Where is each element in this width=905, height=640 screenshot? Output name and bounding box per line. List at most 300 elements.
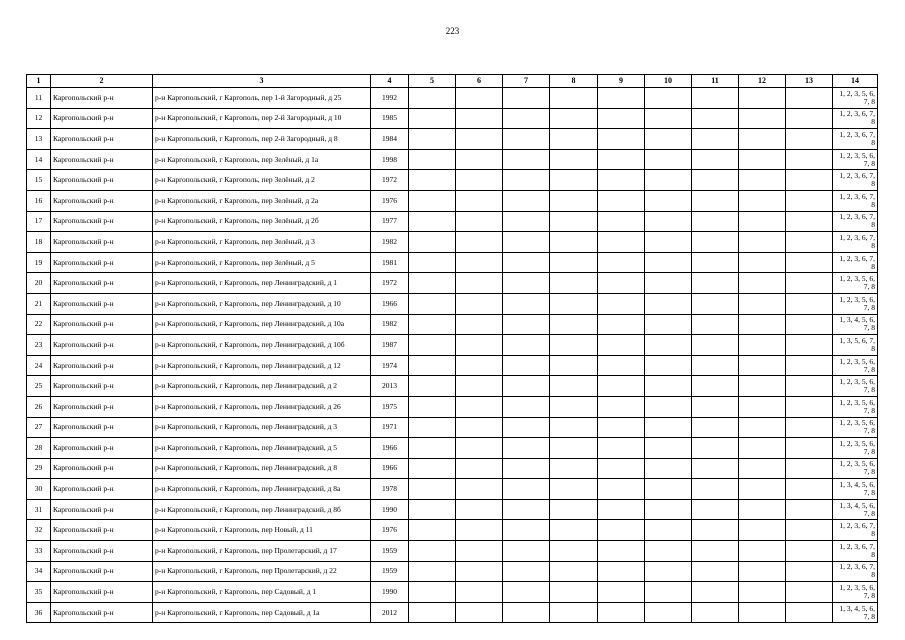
table-row bbox=[27, 170, 878, 191]
empty-cell bbox=[786, 541, 833, 562]
empty-cell bbox=[503, 88, 550, 109]
empty-cell bbox=[692, 252, 739, 273]
table-row bbox=[27, 232, 878, 253]
year-cell: 1974 bbox=[371, 355, 409, 376]
empty-cell bbox=[645, 417, 692, 438]
empty-cell bbox=[645, 458, 692, 479]
empty-cell bbox=[786, 499, 833, 520]
address-cell: р-н Каргопольский, г Каргополь, пер Садовый, д 1а bbox=[153, 602, 371, 623]
empty-cell bbox=[550, 561, 598, 582]
empty-cell bbox=[645, 541, 692, 562]
empty-cell bbox=[598, 190, 645, 211]
empty-cell bbox=[692, 479, 739, 500]
empty-cell bbox=[645, 232, 692, 253]
codes-cell: 1, 2, 3, 5, 6, 7, 8 bbox=[833, 396, 878, 417]
codes-cell: 1, 2, 3, 5, 6, 7, 8 bbox=[833, 149, 878, 170]
district-cell: Каргопольский р-н bbox=[51, 520, 153, 541]
row-number-cell: 20 bbox=[27, 273, 51, 294]
empty-cell bbox=[692, 149, 739, 170]
address-cell: р-н Каргопольский, г Каргополь, пер Ленинградский, д 8 bbox=[153, 458, 371, 479]
empty-cell bbox=[645, 190, 692, 211]
table-row bbox=[27, 582, 878, 603]
empty-cell bbox=[645, 479, 692, 500]
codes-cell: 1, 3, 4, 5, 6, 7, 8 bbox=[833, 602, 878, 623]
codes-cell: 1, 2, 3, 5, 6, 7, 8 bbox=[833, 376, 878, 397]
row-number-cell: 35 bbox=[27, 582, 51, 603]
empty-cell bbox=[456, 293, 503, 314]
empty-cell bbox=[598, 479, 645, 500]
empty-cell bbox=[456, 335, 503, 356]
table-row bbox=[27, 88, 878, 109]
empty-cell bbox=[645, 438, 692, 459]
empty-cell bbox=[409, 582, 456, 603]
empty-cell bbox=[598, 499, 645, 520]
year-cell: 1992 bbox=[371, 88, 409, 109]
empty-cell bbox=[692, 232, 739, 253]
table-row bbox=[27, 479, 878, 500]
year-cell: 1990 bbox=[371, 499, 409, 520]
year-cell: 1972 bbox=[371, 170, 409, 191]
empty-cell bbox=[550, 396, 598, 417]
empty-cell bbox=[739, 355, 786, 376]
codes-cell: 1, 3, 4, 5, 6, 7, 8 bbox=[833, 499, 878, 520]
district-cell: Каргопольский р-н bbox=[51, 149, 153, 170]
empty-cell bbox=[550, 499, 598, 520]
table-row bbox=[27, 273, 878, 294]
year-cell: 1984 bbox=[371, 129, 409, 150]
district-cell: Каргопольский р-н bbox=[51, 314, 153, 335]
row-number-cell: 14 bbox=[27, 149, 51, 170]
empty-cell bbox=[739, 479, 786, 500]
empty-cell bbox=[409, 417, 456, 438]
empty-cell bbox=[503, 129, 550, 150]
empty-cell bbox=[503, 541, 550, 562]
empty-cell bbox=[598, 129, 645, 150]
empty-cell bbox=[786, 417, 833, 438]
empty-cell bbox=[786, 211, 833, 232]
empty-cell bbox=[598, 108, 645, 129]
empty-cell bbox=[598, 232, 645, 253]
table-row bbox=[27, 293, 878, 314]
table-row bbox=[27, 438, 878, 459]
empty-cell bbox=[692, 355, 739, 376]
empty-cell bbox=[692, 335, 739, 356]
year-cell: 1975 bbox=[371, 396, 409, 417]
empty-cell bbox=[503, 438, 550, 459]
codes-cell: 1, 2, 3, 5, 6, 7, 8 bbox=[833, 438, 878, 459]
empty-cell bbox=[645, 335, 692, 356]
year-cell: 1982 bbox=[371, 314, 409, 335]
district-cell: Каргопольский р-н bbox=[51, 211, 153, 232]
empty-cell bbox=[598, 252, 645, 273]
empty-cell bbox=[786, 376, 833, 397]
empty-cell bbox=[786, 293, 833, 314]
year-cell: 1998 bbox=[371, 149, 409, 170]
codes-cell: 1, 2, 3, 5, 6, 7, 8 bbox=[833, 355, 878, 376]
empty-cell bbox=[456, 479, 503, 500]
empty-cell bbox=[739, 602, 786, 623]
empty-cell bbox=[739, 499, 786, 520]
empty-cell bbox=[692, 376, 739, 397]
empty-cell bbox=[598, 376, 645, 397]
codes-cell: 1, 3, 4, 5, 6, 7, 8 bbox=[833, 314, 878, 335]
empty-cell bbox=[598, 417, 645, 438]
codes-cell: 1, 2, 3, 6, 7, 8 bbox=[833, 129, 878, 150]
empty-cell bbox=[409, 170, 456, 191]
empty-cell bbox=[503, 396, 550, 417]
empty-cell bbox=[409, 190, 456, 211]
district-cell: Каргопольский р-н bbox=[51, 541, 153, 562]
codes-cell: 1, 2, 3, 5, 6, 7, 8 bbox=[833, 273, 878, 294]
address-cell: р-н Каргопольский, г Каргополь, пер Ленинградский, д 10б bbox=[153, 335, 371, 356]
empty-cell bbox=[598, 602, 645, 623]
empty-cell bbox=[550, 108, 598, 129]
address-cell: р-н Каргопольский, г Каргополь, пер Ленинградский, д 1 bbox=[153, 273, 371, 294]
empty-cell bbox=[645, 170, 692, 191]
empty-cell bbox=[739, 396, 786, 417]
district-cell: Каргопольский р-н bbox=[51, 438, 153, 459]
codes-cell: 1, 2, 3, 5, 6, 7, 8 bbox=[833, 582, 878, 603]
empty-cell bbox=[550, 273, 598, 294]
empty-cell bbox=[598, 396, 645, 417]
district-cell: Каргопольский р-н bbox=[51, 417, 153, 438]
empty-cell bbox=[598, 170, 645, 191]
row-number-cell: 33 bbox=[27, 541, 51, 562]
empty-cell bbox=[786, 458, 833, 479]
empty-cell bbox=[409, 252, 456, 273]
district-cell: Каргопольский р-н bbox=[51, 335, 153, 356]
address-cell: р-н Каргопольский, г Каргополь, пер Зелёный, д 3 bbox=[153, 232, 371, 253]
row-number-cell: 29 bbox=[27, 458, 51, 479]
district-cell: Каргопольский р-н bbox=[51, 582, 153, 603]
empty-cell bbox=[456, 252, 503, 273]
table-row bbox=[27, 417, 878, 438]
empty-cell bbox=[503, 170, 550, 191]
row-number-cell: 23 bbox=[27, 335, 51, 356]
empty-cell bbox=[456, 355, 503, 376]
empty-cell bbox=[692, 108, 739, 129]
empty-cell bbox=[409, 438, 456, 459]
empty-cell bbox=[503, 252, 550, 273]
empty-cell bbox=[786, 582, 833, 603]
codes-cell: 1, 2, 3, 5, 6, 7, 8 bbox=[833, 293, 878, 314]
empty-cell bbox=[692, 129, 739, 150]
column-header: 1 bbox=[27, 75, 51, 88]
empty-cell bbox=[786, 396, 833, 417]
empty-cell bbox=[786, 314, 833, 335]
empty-cell bbox=[550, 458, 598, 479]
column-header: 7 bbox=[503, 75, 550, 88]
district-cell: Каргопольский р-н bbox=[51, 190, 153, 211]
district-cell: Каргопольский р-н bbox=[51, 108, 153, 129]
empty-cell bbox=[645, 582, 692, 603]
codes-cell: 1, 3, 4, 5, 6, 7, 8 bbox=[833, 479, 878, 500]
address-cell: р-н Каргопольский, г Каргополь, пер Зелёный, д 2а bbox=[153, 190, 371, 211]
empty-cell bbox=[409, 335, 456, 356]
table-row bbox=[27, 458, 878, 479]
table-row bbox=[27, 520, 878, 541]
empty-cell bbox=[503, 561, 550, 582]
district-cell: Каргопольский р-н bbox=[51, 561, 153, 582]
empty-cell bbox=[692, 211, 739, 232]
empty-cell bbox=[739, 293, 786, 314]
table-row bbox=[27, 499, 878, 520]
district-cell: Каргопольский р-н bbox=[51, 129, 153, 150]
codes-cell: 1, 2, 3, 6, 7, 8 bbox=[833, 211, 878, 232]
row-number-cell: 34 bbox=[27, 561, 51, 582]
year-cell: 1990 bbox=[371, 582, 409, 603]
empty-cell bbox=[503, 335, 550, 356]
address-cell: р-н Каргопольский, г Каргополь, пер Садовый, д 1 bbox=[153, 582, 371, 603]
codes-cell: 1, 3, 5, 6, 7, 8 bbox=[833, 335, 878, 356]
empty-cell bbox=[456, 520, 503, 541]
district-cell: Каргопольский р-н bbox=[51, 252, 153, 273]
table-row bbox=[27, 561, 878, 582]
table-row bbox=[27, 355, 878, 376]
row-number-cell: 22 bbox=[27, 314, 51, 335]
district-cell: Каргопольский р-н bbox=[51, 396, 153, 417]
district-cell: Каргопольский р-н bbox=[51, 293, 153, 314]
row-number-cell: 25 bbox=[27, 376, 51, 397]
column-header: 3 bbox=[153, 75, 371, 88]
empty-cell bbox=[739, 458, 786, 479]
empty-cell bbox=[786, 190, 833, 211]
empty-cell bbox=[503, 293, 550, 314]
empty-cell bbox=[550, 602, 598, 623]
address-cell: р-н Каргопольский, г Каргополь, пер Ленинградский, д 26 bbox=[153, 396, 371, 417]
row-number-cell: 26 bbox=[27, 396, 51, 417]
empty-cell bbox=[645, 314, 692, 335]
empty-cell bbox=[456, 561, 503, 582]
empty-cell bbox=[456, 438, 503, 459]
year-cell: 1966 bbox=[371, 438, 409, 459]
empty-cell bbox=[692, 582, 739, 603]
empty-cell bbox=[550, 252, 598, 273]
codes-cell: 1, 2, 3, 6, 7, 8 bbox=[833, 561, 878, 582]
year-cell: 1976 bbox=[371, 520, 409, 541]
row-number-cell: 13 bbox=[27, 129, 51, 150]
empty-cell bbox=[739, 417, 786, 438]
empty-cell bbox=[645, 602, 692, 623]
empty-cell bbox=[456, 458, 503, 479]
district-cell: Каргопольский р-н bbox=[51, 88, 153, 109]
empty-cell bbox=[409, 232, 456, 253]
page-number: 223 bbox=[445, 26, 460, 36]
column-header: 9 bbox=[598, 75, 645, 88]
empty-cell bbox=[598, 561, 645, 582]
year-cell: 2013 bbox=[371, 376, 409, 397]
empty-cell bbox=[692, 417, 739, 438]
year-cell: 1976 bbox=[371, 190, 409, 211]
empty-cell bbox=[786, 520, 833, 541]
empty-cell bbox=[456, 499, 503, 520]
empty-cell bbox=[409, 376, 456, 397]
address-cell: р-н Каргопольский, г Каргополь, пер Новый, д 11 bbox=[153, 520, 371, 541]
empty-cell bbox=[786, 273, 833, 294]
empty-cell bbox=[456, 396, 503, 417]
empty-cell bbox=[645, 376, 692, 397]
empty-cell bbox=[598, 438, 645, 459]
codes-cell: 1, 2, 3, 6, 7, 8 bbox=[833, 170, 878, 191]
row-number-cell: 36 bbox=[27, 602, 51, 623]
empty-cell bbox=[598, 88, 645, 109]
empty-cell bbox=[409, 520, 456, 541]
address-cell: р-н Каргопольский, г Каргополь, пер Ленинградский, д 8б bbox=[153, 499, 371, 520]
row-number-cell: 18 bbox=[27, 232, 51, 253]
empty-cell bbox=[409, 541, 456, 562]
empty-cell bbox=[550, 170, 598, 191]
empty-cell bbox=[550, 314, 598, 335]
empty-cell bbox=[550, 190, 598, 211]
empty-cell bbox=[786, 479, 833, 500]
empty-cell bbox=[409, 355, 456, 376]
address-cell: р-н Каргопольский, г Каргополь, пер Зелёный, д 2 bbox=[153, 170, 371, 191]
address-cell: р-н Каргопольский, г Каргополь, пер Зелёный, д 1а bbox=[153, 149, 371, 170]
empty-cell bbox=[409, 458, 456, 479]
empty-cell bbox=[692, 458, 739, 479]
empty-cell bbox=[692, 438, 739, 459]
address-cell: р-н Каргопольский, г Каргополь, пер Пролетарский, д 22 bbox=[153, 561, 371, 582]
empty-cell bbox=[598, 149, 645, 170]
empty-cell bbox=[550, 88, 598, 109]
empty-cell bbox=[739, 190, 786, 211]
empty-cell bbox=[550, 335, 598, 356]
empty-cell bbox=[598, 520, 645, 541]
address-cell: р-н Каргопольский, г Каргополь, пер Ленинградский, д 5 bbox=[153, 438, 371, 459]
table-row bbox=[27, 602, 878, 623]
empty-cell bbox=[550, 541, 598, 562]
empty-cell bbox=[786, 129, 833, 150]
row-number-cell: 27 bbox=[27, 417, 51, 438]
empty-cell bbox=[786, 232, 833, 253]
empty-cell bbox=[409, 293, 456, 314]
empty-cell bbox=[739, 376, 786, 397]
empty-cell bbox=[739, 273, 786, 294]
empty-cell bbox=[786, 355, 833, 376]
empty-cell bbox=[456, 417, 503, 438]
empty-cell bbox=[456, 88, 503, 109]
address-cell: р-н Каргопольский, г Каргополь, пер Зелёный, д 2б bbox=[153, 211, 371, 232]
table-body bbox=[27, 88, 878, 623]
empty-cell bbox=[409, 314, 456, 335]
year-cell: 1971 bbox=[371, 417, 409, 438]
empty-cell bbox=[503, 108, 550, 129]
empty-cell bbox=[692, 190, 739, 211]
empty-cell bbox=[598, 582, 645, 603]
codes-cell: 1, 2, 3, 6, 7, 8 bbox=[833, 108, 878, 129]
empty-cell bbox=[739, 438, 786, 459]
empty-cell bbox=[645, 211, 692, 232]
empty-cell bbox=[645, 499, 692, 520]
address-cell: р-н Каргопольский, г Каргополь, пер 1-й Загородный, д 25 bbox=[153, 88, 371, 109]
empty-cell bbox=[598, 211, 645, 232]
district-cell: Каргопольский р-н bbox=[51, 499, 153, 520]
empty-cell bbox=[739, 129, 786, 150]
empty-cell bbox=[409, 88, 456, 109]
codes-cell: 1, 2, 3, 6, 7, 8 bbox=[833, 252, 878, 273]
address-cell: р-н Каргопольский, г Каргополь, пер Ленинградский, д 8а bbox=[153, 479, 371, 500]
district-cell: Каргопольский р-н bbox=[51, 479, 153, 500]
empty-cell bbox=[503, 273, 550, 294]
column-header: 10 bbox=[645, 75, 692, 88]
codes-cell: 1, 2, 3, 6, 7, 8 bbox=[833, 190, 878, 211]
empty-cell bbox=[692, 541, 739, 562]
empty-cell bbox=[409, 479, 456, 500]
empty-cell bbox=[550, 129, 598, 150]
empty-cell bbox=[503, 520, 550, 541]
empty-cell bbox=[786, 438, 833, 459]
empty-cell bbox=[409, 273, 456, 294]
table-row bbox=[27, 314, 878, 335]
empty-cell bbox=[550, 355, 598, 376]
empty-cell bbox=[739, 541, 786, 562]
empty-cell bbox=[503, 376, 550, 397]
empty-cell bbox=[739, 88, 786, 109]
year-cell: 1966 bbox=[371, 293, 409, 314]
empty-cell bbox=[456, 108, 503, 129]
empty-cell bbox=[550, 232, 598, 253]
empty-cell bbox=[503, 190, 550, 211]
empty-cell bbox=[456, 602, 503, 623]
empty-cell bbox=[598, 273, 645, 294]
row-number-cell: 30 bbox=[27, 479, 51, 500]
empty-cell bbox=[645, 252, 692, 273]
empty-cell bbox=[598, 355, 645, 376]
year-cell: 1987 bbox=[371, 335, 409, 356]
empty-cell bbox=[503, 458, 550, 479]
document-table bbox=[26, 74, 878, 623]
empty-cell bbox=[786, 149, 833, 170]
empty-cell bbox=[550, 479, 598, 500]
empty-cell bbox=[550, 438, 598, 459]
empty-cell bbox=[645, 129, 692, 150]
empty-cell bbox=[739, 520, 786, 541]
empty-cell bbox=[550, 376, 598, 397]
table-row bbox=[27, 129, 878, 150]
codes-cell: 1, 2, 3, 6, 7, 8 bbox=[833, 520, 878, 541]
empty-cell bbox=[503, 582, 550, 603]
empty-cell bbox=[409, 602, 456, 623]
empty-cell bbox=[409, 108, 456, 129]
column-header: 11 bbox=[692, 75, 739, 88]
column-header: 12 bbox=[739, 75, 786, 88]
empty-cell bbox=[645, 561, 692, 582]
empty-cell bbox=[456, 582, 503, 603]
empty-cell bbox=[503, 355, 550, 376]
empty-cell bbox=[503, 211, 550, 232]
empty-cell bbox=[739, 108, 786, 129]
empty-cell bbox=[786, 561, 833, 582]
table-header-row bbox=[27, 75, 878, 88]
empty-cell bbox=[692, 396, 739, 417]
row-number-cell: 24 bbox=[27, 355, 51, 376]
table-row bbox=[27, 211, 878, 232]
empty-cell bbox=[739, 232, 786, 253]
empty-cell bbox=[503, 417, 550, 438]
table-row bbox=[27, 252, 878, 273]
empty-cell bbox=[409, 499, 456, 520]
year-cell: 1972 bbox=[371, 273, 409, 294]
empty-cell bbox=[692, 273, 739, 294]
row-number-cell: 16 bbox=[27, 190, 51, 211]
empty-cell bbox=[692, 520, 739, 541]
table-row bbox=[27, 396, 878, 417]
table-row bbox=[27, 190, 878, 211]
column-header: 8 bbox=[550, 75, 598, 88]
district-cell: Каргопольский р-н bbox=[51, 273, 153, 294]
empty-cell bbox=[503, 232, 550, 253]
row-number-cell: 32 bbox=[27, 520, 51, 541]
